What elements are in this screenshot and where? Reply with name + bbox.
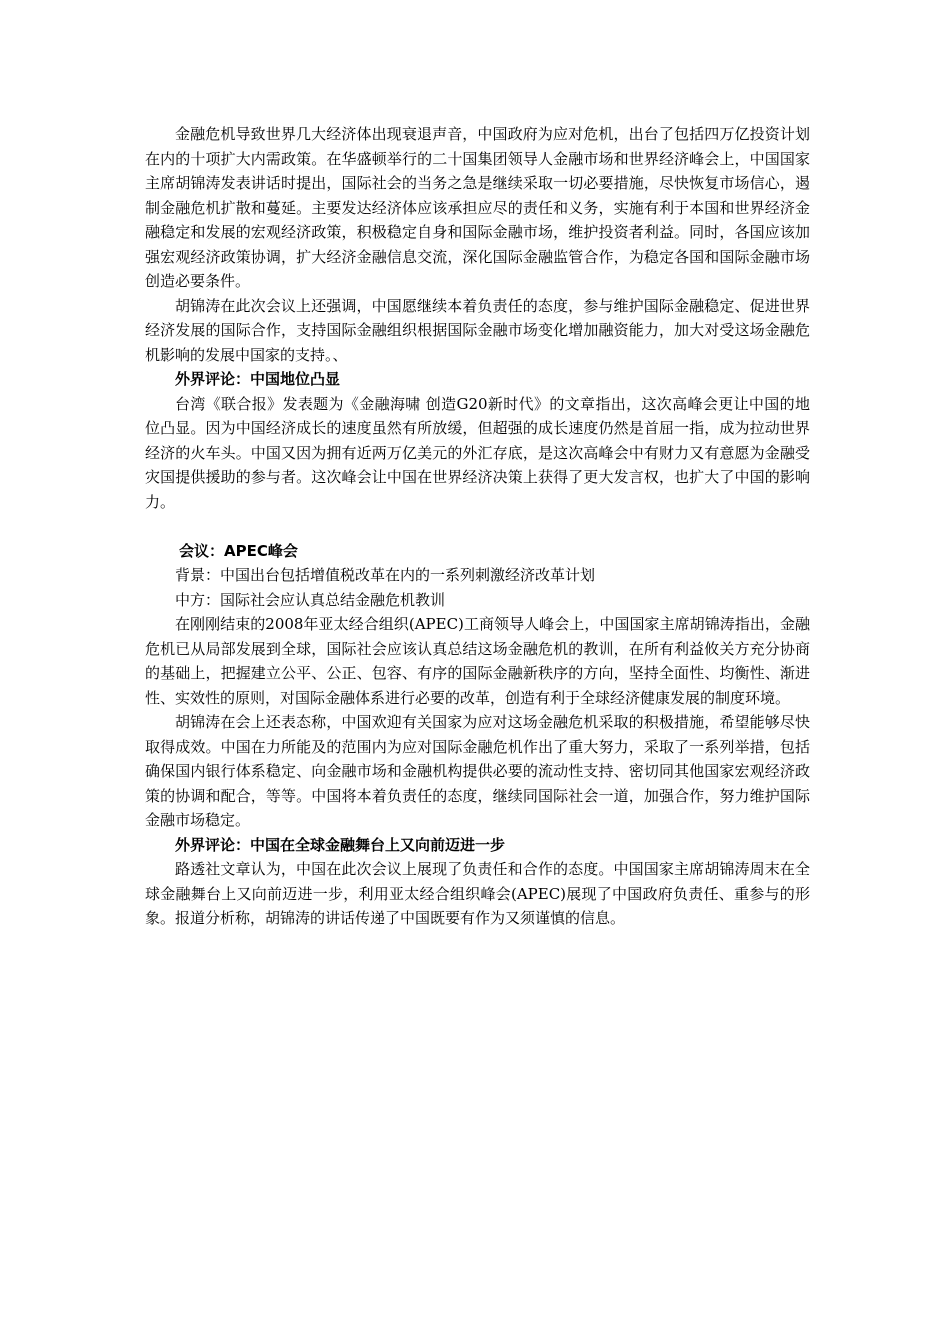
paragraph-apec-hu-statement: 胡锦涛在会上还表态称，中国欢迎有关国家为应对这场金融危机采取的积极措施，希望能够尽快取得成效。中国在力所能及的范围内为应对国际金融危机作出了重大努力，采取了一系列举措，包括确保国内银行体系稳定、向金融市场和金融机构提供必要的流动性支持、密切同其他国家宏观经济政策的协调和配合，等等。中国将本着负责任的态度，继续同国际社会一道，加强合作，努力维护国际金融市场稳定。 xyxy=(145,713,810,829)
apec-background-line: 背景：中国出台包括增值税改革在内的一系列刺激经济改革计划 xyxy=(175,566,596,584)
section-title-apec: 会议：APEC峰会 xyxy=(179,541,298,560)
apec-china-side-line: 中方：国际社会应认真总结金融危机教训 xyxy=(175,590,446,609)
section-spacer xyxy=(145,514,810,539)
paragraph-apec-summit: 在刚刚结束的2008年亚太经合组织(APEC)工商领导人峰会上，中国国家主席胡锦涛指出，金融危机已从局部发展到全球，国际社会应该认真总结这场金融危机的教训，在所有利益攸关方充分协商的基础上，把握建立公平、公正、包容、有序的国际金融新秩序的方向，坚持全面性、均衡性、渐进性、实效性的原则，对国际金融体系进行必要的改革，创造有利于全球经济健康发展的制度环境。 xyxy=(145,615,810,707)
paragraph-apec-comment: 路透社文章认为，中国在此次会议上展现了负责任和合作的态度。中国国家主席胡锦涛周末在全球金融舞台上又向前迈进一步，利用亚太经合组织峰会(APEC)展现了中国政府负责任、重参与的形象。报道分析称，胡锦涛的讲话传递了中国既要有作为又须谨慎的信息。 xyxy=(145,860,810,927)
comment-heading-apec: 外界评论：中国在全球金融舞台上又向前迈进一步 xyxy=(175,835,506,854)
paragraph-g20-intro: 金融危机导致世界几大经济体出现衰退声音，中国政府为应对危机，出台了包括四万亿投资计划在内的十项扩大内需政策。在华盛顿举行的二十国集团领导人金融市场和世界经济峰会上，中国国家主席胡锦涛发表讲话时提出，国际社会的当务之急是继续采取一切必要措施，尽快恢复市场信心，遏制金融危机扩散和蔓延。主要发达经济体应该承担应尽的责任和义务，实施有利于本国和世界经济金融稳定和发展的宏观经济政策，积极稳定自身和国际金融市场，维护投资者利益。同时，各国应该加强宏观经济政策协调，扩大经济金融信息交流，深化国际金融监管合作，为稳定各国和国际金融市场创造必要条件。 xyxy=(145,125,810,290)
paragraph-g20-hu-emphasis: 胡锦涛在此次会议上还强调，中国愿继续本着负责任的态度，参与维护国际金融稳定、促进世界经济发展的国际合作，支持国际金融组织根据国际金融市场变化增加融资能力，加大对受这场金融危机影响的发展中国家的支持。、 xyxy=(145,296,810,364)
comment-heading-g20: 外界评论：中国地位凸显 xyxy=(175,370,341,388)
document-body xyxy=(145,122,810,931)
paragraph-g20-comment: 台湾《联合报》发表题为《金融海啸 创造G20新时代》的文章指出，这次高峰会更让中国的地位凸显。因为中国经济成长的速度虽然有所放缓，但超强的成长速度仍然是首屈一指，成为拉动世界经济的火车头。中国又因为拥有近两万亿美元的外汇存底，是这次高峰会中有财力又有意愿为金融受灾国提供援助的参与者。这次峰会让中国在世界经济决策上获得了更大发言权，也扩大了中国的影响力。 xyxy=(145,394,810,511)
